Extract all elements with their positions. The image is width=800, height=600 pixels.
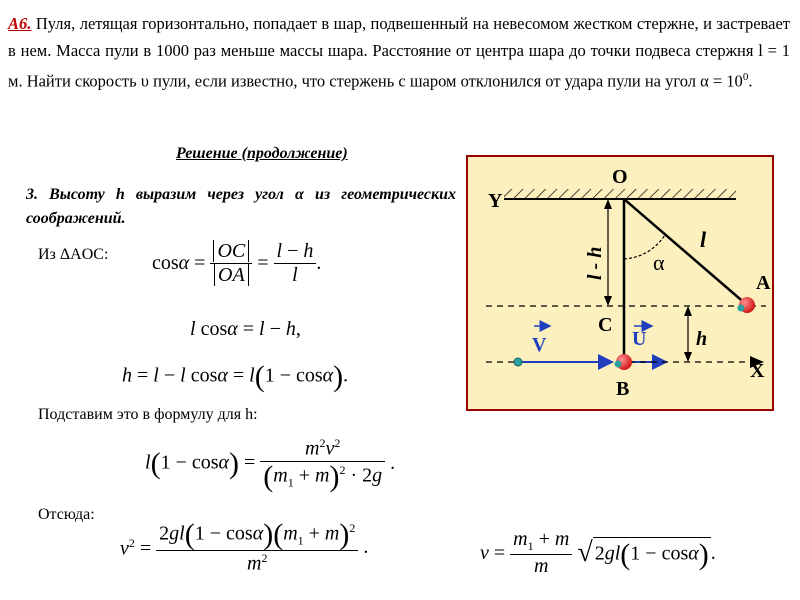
label-b: B [616, 378, 630, 400]
hence-label: Отсюда: [38, 506, 95, 523]
problem-end: . [748, 71, 753, 91]
problem-exponent: 0 [742, 71, 749, 83]
formula-v: v = $\frac{m_1 + m}{m}$ √ 2gl(1 − cosα) . [480, 528, 716, 577]
problem-text: Пуля, летящая горизонтально, попадает в шар, подвешенный на невесомом жестком стержне, и застревает в нем. Масса пули в 1000 раз меньше массы шара. Расстояние от центра шара до точки подвеса стержня l = 1 м. Найти скорость υ пули, если известно, что стержень с шаром отклонился от удара пули на угол α = 10 [8, 14, 790, 91]
problem-statement [8, 10, 790, 95]
formula-energy: l(1 − cosα) = $\frac{m^2v^2}{(m_1 + m)^2 \cdot 2g}$ . [145, 436, 396, 493]
formula-v-squared: $v^2$ = $\frac{2gl(1 - \cos\alpha)(m_1 + m)^2}{m^2}$ . [120, 518, 369, 575]
label-h: h [696, 328, 708, 350]
label-a: A [756, 272, 771, 294]
label-l: l [700, 227, 707, 252]
problem-number: А6. [8, 14, 32, 33]
formula-lcos: l cosα = l − h, [190, 318, 301, 340]
bullet [514, 358, 522, 366]
label-o: O [612, 166, 628, 188]
formula-h: h = l − l cosα = l(1 − cosα). [122, 360, 349, 393]
label-u: U [632, 328, 647, 350]
substitute-text: Подставим это в формулу для h: [38, 406, 258, 423]
formula-cos-ratio: cosα = $\frac{OC}{OA}$ = $\frac{l - h}{l}$ . [152, 240, 322, 286]
label-c: C [598, 314, 613, 336]
label-v: V [532, 334, 547, 356]
bullet-in-ball-b [615, 361, 622, 368]
substitute-label [38, 406, 258, 424]
solution-heading: Решение (продолжение) [176, 145, 348, 162]
triangle-label: Из ΔAOC: [38, 246, 109, 263]
step-3-text: 3. Высоту h выразим через угол α из геометрических соображений. [26, 186, 456, 227]
label-y: Y [488, 190, 503, 212]
pendulum-diagram [466, 155, 774, 411]
ceiling-hatch [504, 189, 736, 199]
label-alpha: α [653, 250, 665, 275]
label-x: X [750, 360, 765, 382]
label-l-minus-h: l - h [584, 246, 606, 280]
bullet-in-ball-a [738, 305, 745, 312]
